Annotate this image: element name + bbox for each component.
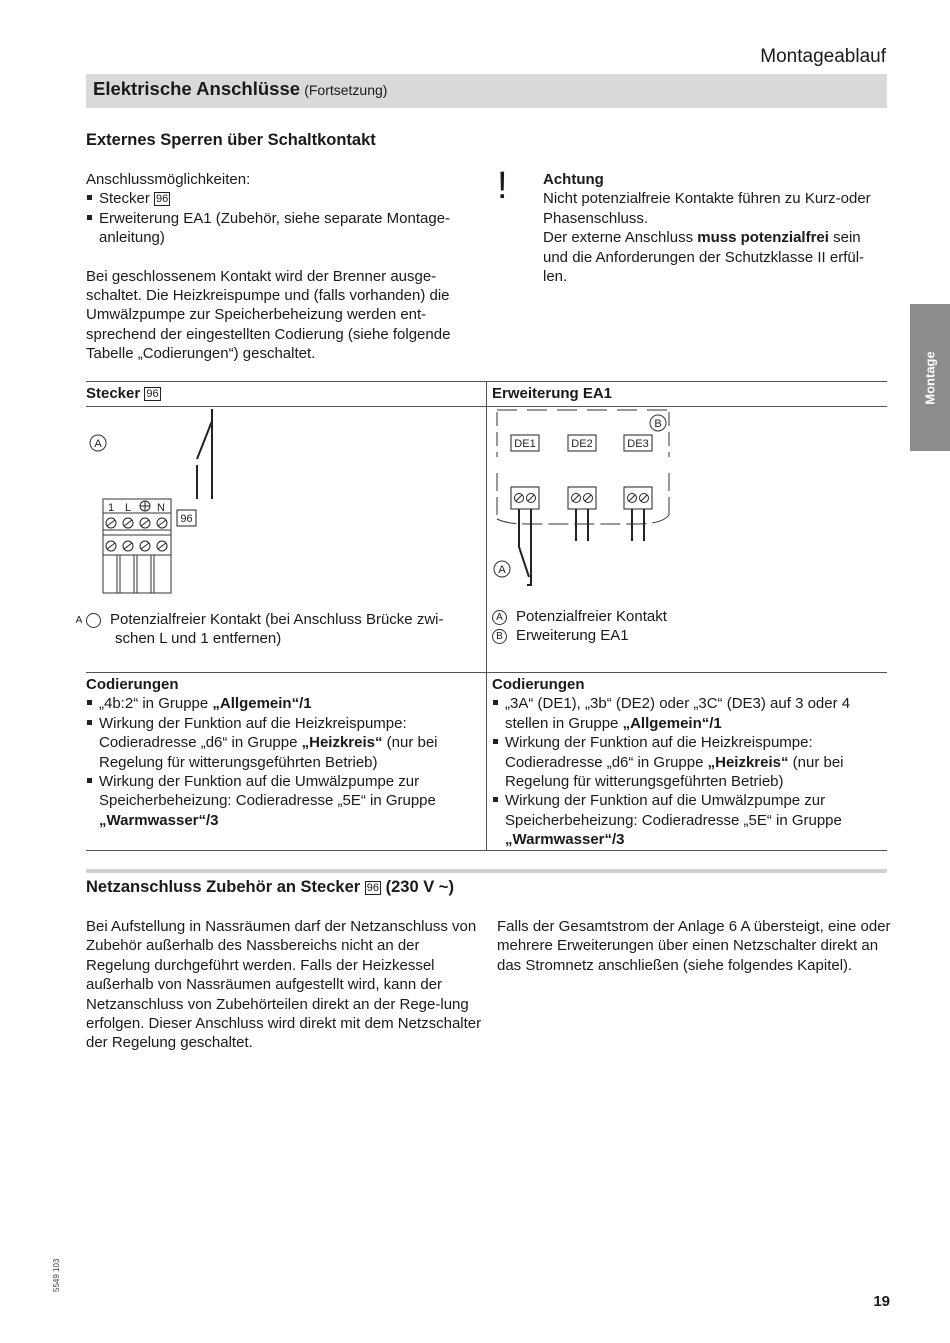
- code-item: Wirkung der Funktion auf die Heizkreispumpe: Codieradresse „d6“ in Gruppe „Heizkreis“ (nur bei Regelung für witterungsgeführten Betrieb): [86, 714, 478, 772]
- warning-block: [543, 170, 888, 286]
- warning-text-1: Nicht potenzialfreie Kontakte führen zu Kurz-oder Phasenschluss.: [543, 190, 871, 227]
- option-stecker: [86, 189, 481, 208]
- ea1-wiring-diagram: [487, 407, 887, 607]
- legend-text: Potenzialfreier Kontakt (bei Anschluss Brücke zwi-schen L und 1 entfernen): [110, 611, 444, 648]
- subsection-title-b: (230 V ~): [385, 878, 454, 896]
- table-header-ea1: Erweiterung EA1: [492, 385, 613, 402]
- warning-text-2: [543, 228, 888, 286]
- legend-text: Potenzialfreier Kontakt: [516, 608, 667, 625]
- label-a-text: A: [94, 438, 102, 450]
- page-number: 19: [873, 1293, 890, 1310]
- warning-mark: !: [497, 165, 508, 207]
- label-a-circle: [90, 435, 106, 451]
- section-separator: [86, 869, 887, 873]
- stecker-wiring-diagram: [86, 407, 486, 607]
- codes-ea1: [492, 675, 884, 850]
- input-label-de2: DE2: [571, 438, 593, 450]
- ea1-outline: [497, 410, 669, 524]
- options-intro: Anschlussmöglichkeiten:: [86, 171, 251, 188]
- code-item: Wirkung der Funktion auf die Umwälzpumpe zur Speicherbeheizung: Codieradresse „5E“ in Gruppe „Warmwasser“/3: [86, 772, 478, 830]
- code-item: „3A“ (DE1), „3b“ (DE2) oder „3C“ (DE3) auf 3 oder 4 stellen in Gruppe „Allgemein“/1: [492, 694, 884, 733]
- subsection-title-a: Netzanschluss Zubehör an Stecker: [86, 878, 361, 896]
- codes-title: Codierungen: [86, 676, 179, 693]
- legend-ea1: [492, 607, 882, 646]
- legend-stecker: [75, 610, 481, 649]
- document-number-text: 5549 103: [52, 1258, 61, 1292]
- codes-stecker: [86, 675, 478, 830]
- plug-number-box: 96: [156, 193, 169, 206]
- side-tab-label: Montage: [922, 350, 938, 405]
- section-title-bar: [86, 74, 887, 108]
- terminal-label-n: N: [157, 502, 165, 514]
- table-header-stecker-label: Stecker: [86, 385, 141, 402]
- legend-letter: A: [86, 613, 101, 628]
- label-a-circle: [494, 561, 510, 577]
- document-number: [52, 1212, 62, 1292]
- warning-title: Achtung: [543, 171, 604, 188]
- section-subtitle: (Fortsetzung): [304, 82, 388, 98]
- subsection-title-sperren: Externes Sperren über Schaltkontakt: [86, 131, 376, 149]
- label-b-circle: [650, 415, 666, 431]
- diagram-plug-number: 96: [180, 513, 193, 525]
- table-header-stecker: [86, 384, 161, 403]
- legend-item-a: [492, 607, 882, 626]
- code-item: „4b:2“ in Gruppe „Allgemein“/1: [86, 694, 478, 713]
- codes-title: Codierungen: [492, 676, 585, 693]
- side-tab-montage[interactable]: [910, 304, 950, 451]
- plug-number-box: 96: [146, 388, 159, 400]
- subsection-title-netzanschluss: [86, 877, 454, 897]
- intro-paragraph: Bei geschlossenem Kontakt wird der Brenner ausge-schaltet. Die Heizkreispumpe und (falls vorhanden) die Umwälzpumpe zur Speicherbeheizung werden ent-sprechend der eingestellten Codierung (siehe folgende Tabelle „Codierungen“) geschaltet.: [86, 267, 451, 363]
- code-item: Wirkung der Funktion auf die Heizkreispumpe: Codieradresse „d6“ in Gruppe „Heizkreis“ (nur bei Regelung für witterungsgeführten Betrieb): [492, 733, 884, 791]
- warning-text-2a: Der externe Anschluss: [543, 229, 694, 247]
- svg-text:B: B: [654, 418, 662, 430]
- plug-number-box: 96: [366, 882, 380, 894]
- warning-text-2c: sein und die Anforderungen der Schutzklasse II erfül-len.: [543, 229, 865, 286]
- svg-text:A: A: [498, 564, 506, 576]
- paragraph-gesamtstrom: Falls der Gesamtstrom der Anlage 6 A übersteigt, eine oder mehrere Erweiterungen über einen Netzschalter direkt an das Stromnetz anschließen (siehe folgendes Kapitel).: [497, 918, 891, 974]
- switch-contact-line: [197, 409, 212, 459]
- warning-text-2b: muss potenzialfrei: [697, 229, 829, 247]
- legend-letter: B: [492, 629, 507, 644]
- input-label-de1: DE1: [514, 438, 536, 450]
- running-header: Montageablauf: [760, 46, 886, 67]
- input-label-de3: DE3: [627, 438, 649, 450]
- options-list: [86, 189, 481, 247]
- legend-item-a: [75, 610, 481, 649]
- option-ea1: Erweiterung EA1 (Zubehör, siehe separate Montage-anleitung): [86, 209, 481, 248]
- terminal-label-1: 1: [108, 502, 115, 514]
- intro-column: [86, 170, 481, 364]
- section-title: Elektrische Anschlüsse: [93, 78, 301, 99]
- code-item: Wirkung der Funktion auf die Umwälzpumpe zur Speicherbeheizung: Codieradresse „5E“ in Gruppe „Warmwasser“/3: [492, 791, 884, 849]
- paragraph-nassraeume: Bei Aufstellung in Nassräumen darf der Netzanschluss von Zubehör außerhalb des Nassbereichs nicht an der Regelung durchgeführt werden. Falls der Heizkessel außerhalb von Nassräumen aufgestellt wird, kann der Netzanschluss von Zubehörteilen direkt an der Rege-lung erfolgen. Dieser Anschluss wird direkt mit dem Netzschalter der Regelung geschaltet.: [86, 918, 482, 1052]
- legend-item-b: [492, 626, 882, 645]
- legend-text: Erweiterung EA1: [516, 627, 629, 645]
- legend-letter: A: [492, 610, 507, 625]
- option-stecker-label: Stecker: [99, 190, 150, 208]
- terminal-label-l: L: [125, 502, 132, 514]
